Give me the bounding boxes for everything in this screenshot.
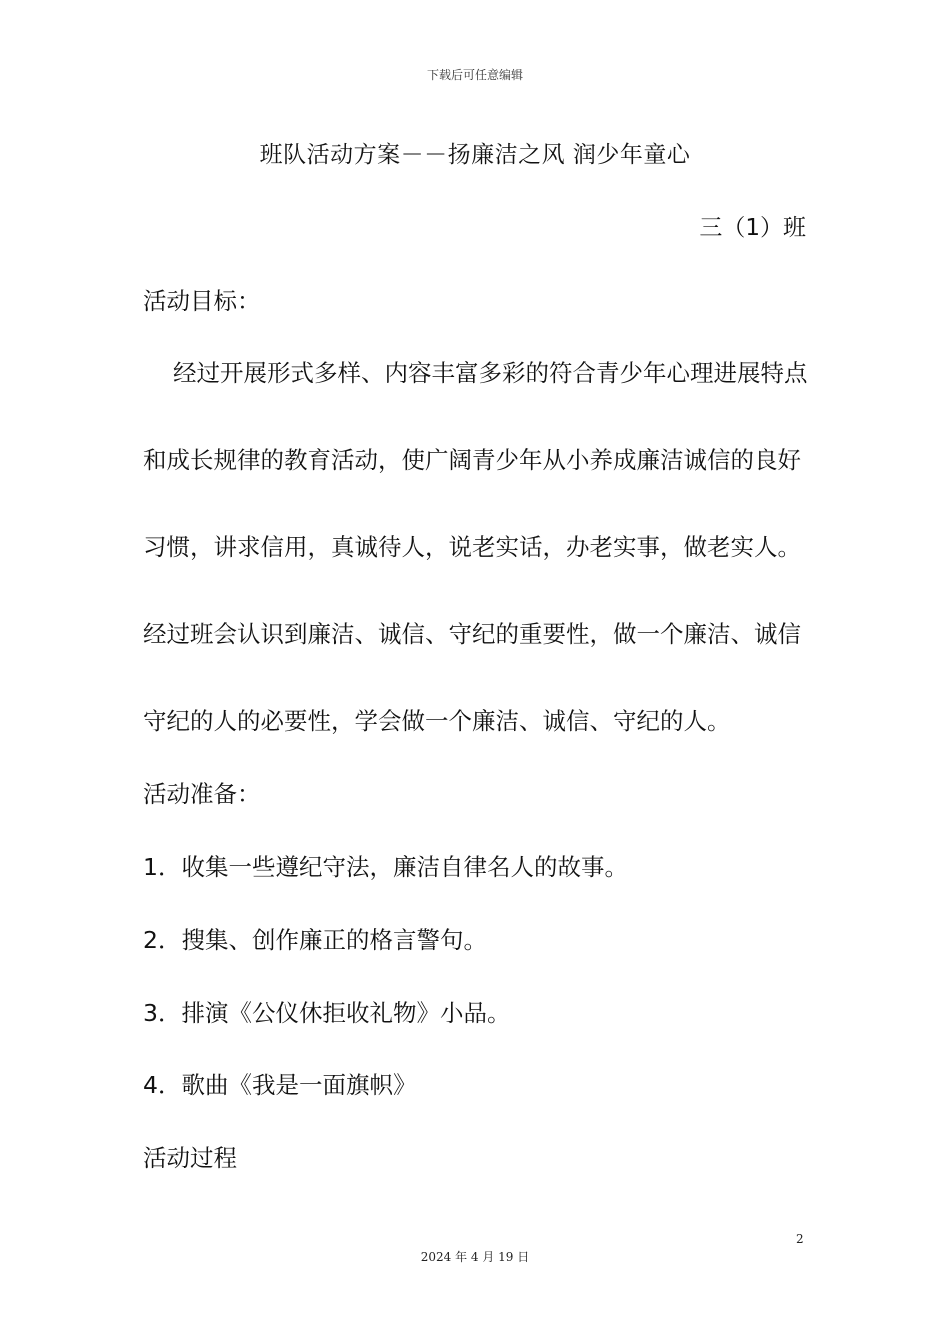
goal-paragraph-line: 习惯，讲求信用，真诚待人，说老实话，办老实事，做老实人。 — [143, 533, 801, 561]
footer-date: 2024 年 4 月 19 日 — [420, 1250, 530, 1264]
goal-paragraph-line: 经过开展形式多样、内容丰富多彩的符合青少年心理进展特点 — [173, 359, 808, 387]
goal-heading: 活动目标： — [143, 287, 261, 315]
header-note: 下载后可任意编辑 — [426, 68, 523, 82]
document-title: 班队活动方案－－扬廉洁之风 润少年童心 — [259, 142, 691, 168]
goal-paragraph-line: 守纪的人的必要性，学会做一个廉洁、诚信、守纪的人。 — [143, 707, 731, 735]
prep-heading: 活动准备： — [143, 780, 261, 808]
class-label: 三（1）班 — [699, 215, 806, 241]
prep-item: 1．收集一些遵纪守法，廉洁自律名人的故事。 — [143, 853, 628, 881]
process-heading: 活动过程 — [143, 1144, 237, 1172]
prep-item: 4．歌曲《我是一面旗帜》 — [143, 1071, 417, 1099]
page-number: 2 — [796, 1232, 804, 1246]
goal-paragraph-line: 和成长规律的教育活动，使广阔青少年从小养成廉洁诚信的良好 — [143, 446, 801, 474]
prep-item: 2．搜集、创作廉正的格言警句。 — [143, 926, 487, 954]
prep-item: 3．排演《公仪休拒收礼物》小品。 — [143, 999, 511, 1027]
goal-paragraph-line: 经过班会认识到廉洁、诚信、守纪的重要性，做一个廉洁、诚信 — [143, 620, 801, 648]
